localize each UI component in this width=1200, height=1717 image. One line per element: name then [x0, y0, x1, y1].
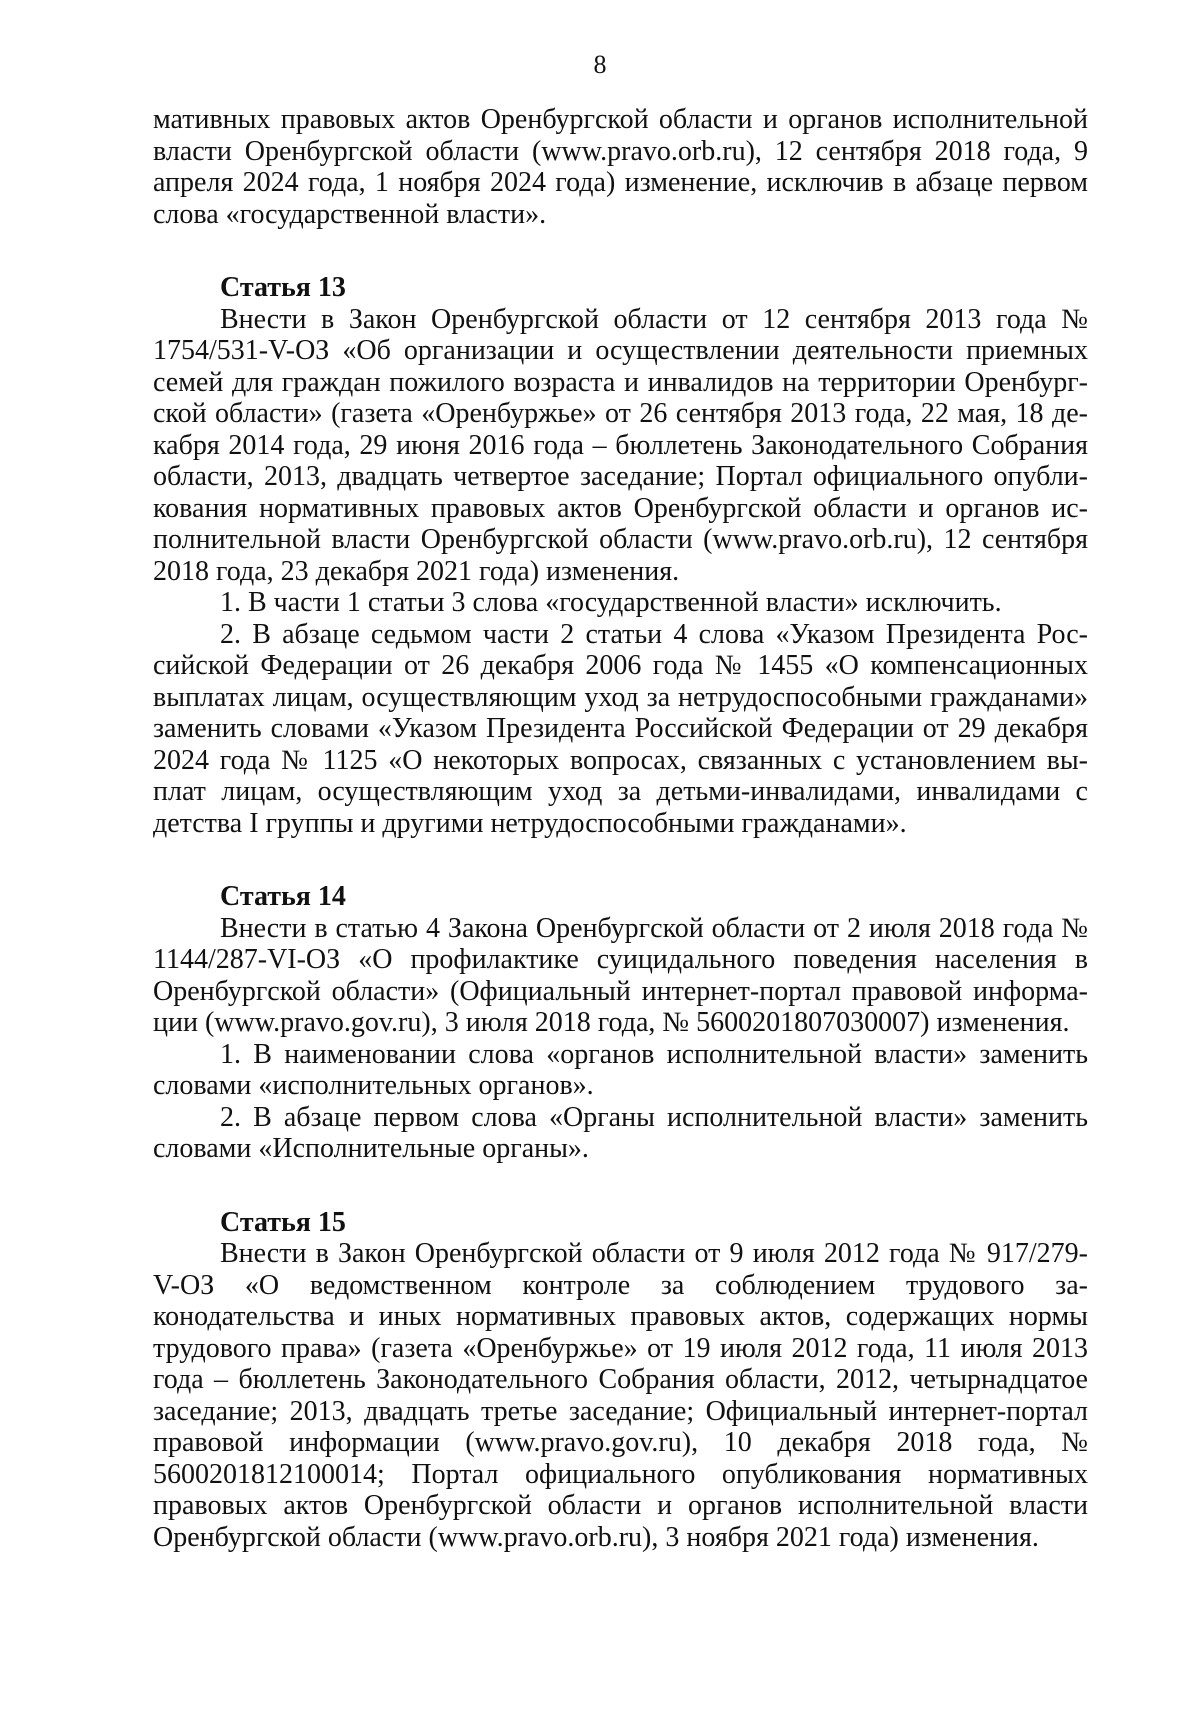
article-paragraph: 1. В части 1 статьи 3 слова «государственной власти» исключить.	[220, 587, 1002, 618]
article-paragraph: 2. В абзаце седьмом части 2 статьи 4 слова «Указом Президента Российской Федерации от 26 декабря 2006 года № 1455 «О компенсационных выплатах лицам, осуществляющим уход за нетрудоспособными гражданами» заменить словами «Указом Президента Российской Федерации от 29 декабря 2024 года № 1125 «О некоторых вопросах, связанных с установлением выплат лицам, осуществляющим уход за детьми-инвалидами, инвалидами с детства I группы и другими нетрудоспособными гражданами».	[153, 618, 1088, 839]
article-13	[153, 272, 1088, 839]
article-paragraph: Внести в Закон Оренбургской области от 9 июля 2012 года № 917/279-V-ОЗ «О ведомственном контроле за соблюдением трудового законодательства и иных нормативных правовых актов, содержащих нормы трудового права» (газета «Оренбуржье» от 19 июля 2012 года, 11 июля 2013 года – бюллетень Законодательного Собрания области, 2012, четырнадцатое заседание; 2013, двадцать третье заседание; Официальный интернет-портал правовой информации (www.pravo.gov.ru), 10 декабря 2018 года, № 5600201812100014; Портал официального опубликования нормативных правовых актов Оренбургской области и органов исполнительной власти Оренбургской области (www.pravo.orb.ru), 3 ноября 2021 года) изменения.	[153, 1238, 1088, 1553]
article-paragraph: Внести в статью 4 Закона Оренбургской области от 2 июля 2018 года № 1144/287-VI-ОЗ «О профилактике суицидального поведения населения в Оренбургской области» (Официальный интернет-портал правовой информации (www.pravo.gov.ru), 3 июля 2018 года, № 5600201807030007) изменения.	[153, 912, 1088, 1038]
article-heading: Статья 13	[220, 272, 346, 303]
article-14	[153, 881, 1088, 1165]
document-body	[153, 104, 1088, 1553]
article-heading: Статья 15	[220, 1206, 346, 1238]
intro-paragraph: мативных правовых актов Оренбургской области и органов исполнительной власти Оренбургской области (www.pravo.orb.ru), 12 сентября 2018 года, 9 апреля 2024 года, 1 ноября 2024 года) изменение, исключив в абзаце первом слова «государственной власти».	[153, 104, 1088, 230]
article-paragraph: Внести в Закон Оренбургской области от 12 сентября 2013 года № 1754/531-V-ОЗ «Об организации и осуществлении деятельности приемных семей для граждан пожилого возраста и инвалидов на территории Оренбургской области» (газета «Оренбуржье» от 26 сентября 2013 года, 22 мая, 18 декабря 2014 года, 29 июня 2016 года – бюллетень Законодательного Собрания области, 2013, двадцать четвертое заседание; Портал официального опубликования нормативных правовых актов Оренбургской области и органов исполнительной власти Оренбургской области (www.pravo.orb.ru), 12 сентября 2018 года, 23 декабря 2021 года) изменения.	[153, 303, 1088, 587]
article-heading: Статья 14	[220, 881, 346, 912]
article-paragraph: 2. В абзаце первом слова «Органы исполнительной власти» заменить словами «Исполнительные органы».	[153, 1101, 1088, 1164]
article-paragraph: 1. В наименовании слова «органов исполнительной власти» заменить словами «исполнительных органов».	[153, 1038, 1088, 1101]
article-15	[153, 1207, 1088, 1554]
page-number: 8	[593, 50, 607, 79]
